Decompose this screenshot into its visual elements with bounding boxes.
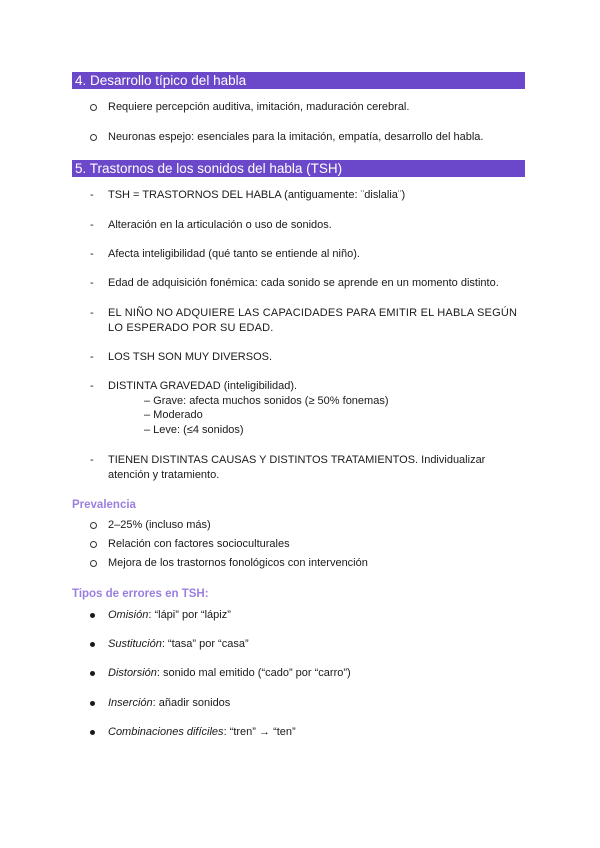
bullet-dot-icon — [90, 642, 95, 647]
list-item — [108, 608, 231, 623]
dash-bullet-icon: - — [90, 351, 94, 363]
list-item: Relación con factores socioculturales — [108, 538, 290, 550]
dash-bullet-icon: - — [90, 307, 94, 319]
error-description: : “lápi” por “lápiz” — [148, 609, 231, 621]
bullet-dot-icon — [90, 671, 95, 676]
errores-heading: Tipos de errores en TSH: — [72, 588, 209, 600]
dash-bullet-icon: - — [90, 454, 94, 466]
sub-list-item: – Leve: (≤4 sonidos) — [144, 424, 244, 436]
error-term: Sustitución — [108, 638, 162, 650]
dash-bullet-icon: - — [90, 380, 94, 392]
bullet-dot-icon — [90, 613, 95, 618]
list-item — [108, 637, 249, 652]
section-4-heading: 4. Desarrollo típico del habla — [72, 72, 525, 89]
list-item — [108, 725, 296, 740]
error-term: Inserción — [108, 697, 153, 709]
circle-bullet-icon — [90, 104, 97, 111]
bullet-dot-icon — [90, 701, 95, 706]
sub-list-item: – Grave: afecta muchos sonidos (≥ 50% fonemas) — [144, 395, 389, 407]
list-item: Alteración en la articulación o uso de sonidos. — [108, 219, 332, 231]
list-item: DISTINTA GRAVEDAD (inteligibilidad). — [108, 380, 298, 392]
list-item: TIENEN DISTINTAS CAUSAS Y DISTINTOS TRATAMIENTOS. Individualizar — [108, 454, 486, 466]
list-item: Neuronas espejo: esenciales para la imitación, empatía, desarrollo del habla. — [108, 131, 484, 143]
error-description: : “tren” → “ten” — [223, 726, 296, 738]
list-item — [108, 696, 230, 711]
list-item: Afecta inteligibilidad (qué tanto se entiende al niño). — [108, 248, 360, 260]
list-item: LOS TSH SON MUY DIVERSOS. — [108, 351, 273, 363]
list-item — [108, 666, 351, 681]
list-item: EL NIÑO NO ADQUIERE LAS CAPACIDADES PARA EMITIR EL HABLA SEGÚN — [108, 307, 518, 319]
circle-bullet-icon — [90, 522, 97, 529]
list-item: TSH = TRASTORNOS DEL HABLA (antiguamente: ¨dislalia¨) — [108, 189, 406, 201]
dash-bullet-icon: - — [90, 189, 94, 201]
section-5-heading: 5. Trastornos de los sonidos del habla (TSH) — [72, 160, 525, 177]
error-description: : añadir sonidos — [152, 697, 231, 709]
bullet-dot-icon — [90, 730, 95, 735]
error-description: : “tasa” por “casa” — [161, 638, 249, 650]
list-item: Requiere percepción auditiva, imitación, maduración cerebral. — [108, 101, 410, 113]
error-description: : sonido mal emitido (“cado” por “carro”) — [156, 667, 351, 679]
error-term: Combinaciones difíciles — [108, 726, 224, 738]
dash-bullet-icon: - — [90, 248, 94, 260]
circle-bullet-icon — [90, 560, 97, 567]
list-item: Mejora de los trastornos fonológicos con intervención — [108, 557, 368, 569]
dash-bullet-icon: - — [90, 277, 94, 289]
list-item: 2–25% (incluso más) — [108, 519, 211, 531]
list-item-continuation: LO ESPERADO POR SU EDAD. — [108, 322, 274, 334]
error-term: Omisión — [108, 609, 149, 621]
dash-bullet-icon: - — [90, 219, 94, 231]
error-term: Distorsión — [108, 667, 157, 679]
list-item-continuation: atención y tratamiento. — [108, 469, 220, 481]
circle-bullet-icon — [90, 134, 97, 141]
list-item: Edad de adquisición fonémica: cada sonido se aprende en un momento distinto. — [108, 277, 499, 289]
prevalencia-heading: Prevalencia — [72, 499, 136, 511]
circle-bullet-icon — [90, 541, 97, 548]
sub-list-item: – Moderado — [144, 409, 203, 421]
